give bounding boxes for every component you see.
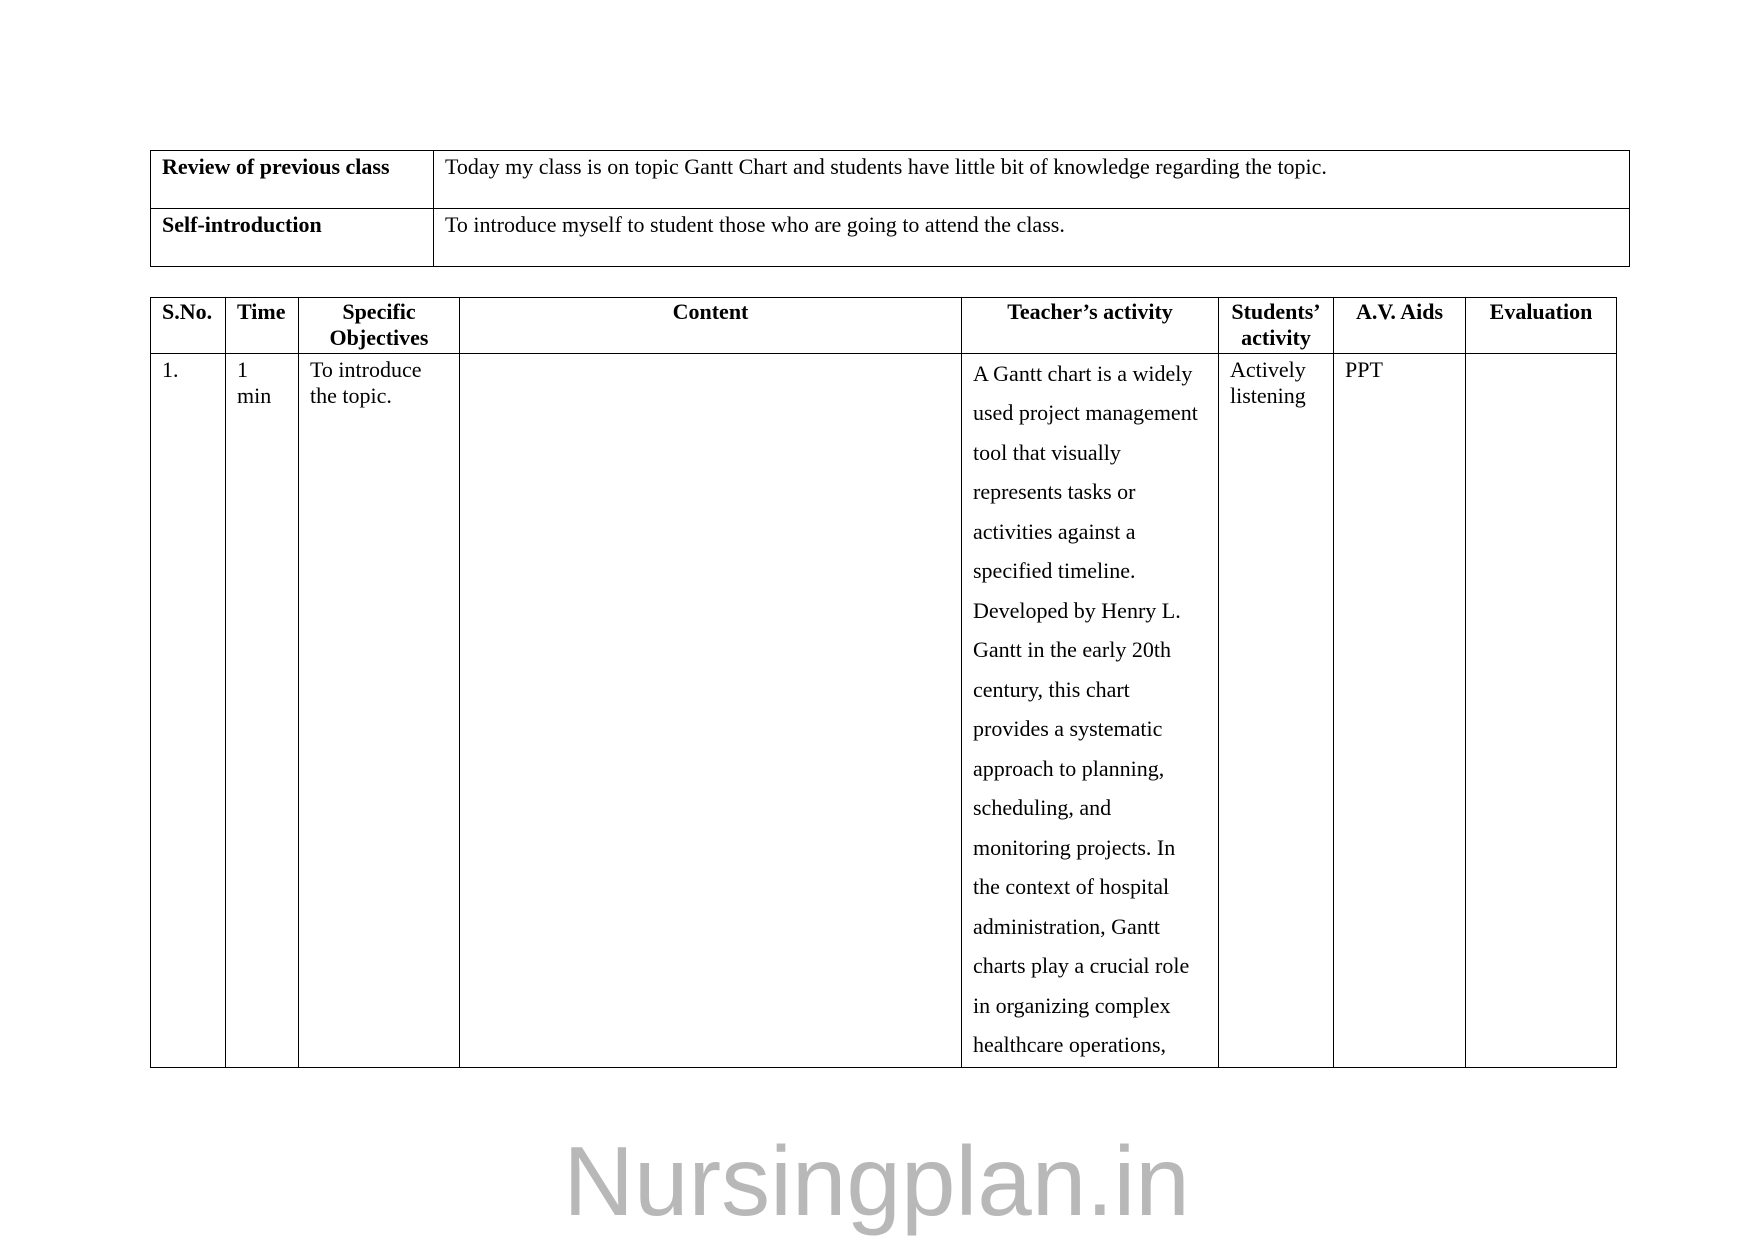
header-teacher-activity: Teacher’s activity bbox=[962, 298, 1219, 354]
cell-teacher-activity bbox=[962, 353, 1219, 1067]
teacher-line: charts play a crucial role bbox=[973, 953, 1190, 979]
cell-content bbox=[460, 353, 962, 1067]
teacher-line: century, this chart bbox=[973, 676, 1130, 702]
teacher-line: represents tasks or bbox=[973, 479, 1136, 505]
header-objectives: Specific Objectives bbox=[299, 298, 460, 354]
self-introduction-label: Self-introduction bbox=[151, 209, 434, 267]
lesson-plan-table bbox=[150, 297, 1617, 1068]
review-text: Today my class is on topic Gantt Chart and students have little bit of knowledge regarding the topic. bbox=[434, 151, 1630, 209]
teacher-line: Developed by Henry L. bbox=[973, 597, 1181, 623]
teacher-line: the context of hospital bbox=[973, 874, 1170, 900]
watermark: Nursingplan.in bbox=[563, 1126, 1190, 1236]
self-introduction-text: To introduce myself to student those who are going to attend the class. bbox=[434, 209, 1630, 267]
header-sno: S.No. bbox=[151, 298, 226, 354]
teacher-line: tool that visually bbox=[973, 439, 1121, 465]
cell-students-activity: Actively listening bbox=[1219, 353, 1334, 1067]
intro-table bbox=[150, 150, 1630, 267]
table-row bbox=[151, 353, 1617, 1067]
cell-evaluation bbox=[1466, 353, 1617, 1067]
header-students-activity: Students’ activity bbox=[1219, 298, 1334, 354]
header-evaluation: Evaluation bbox=[1466, 298, 1617, 354]
teacher-line: used project management bbox=[973, 400, 1198, 426]
teacher-line: provides a systematic bbox=[973, 716, 1163, 742]
cell-sno: 1. bbox=[151, 353, 226, 1067]
cell-objectives: To introduce the topic. bbox=[299, 353, 460, 1067]
cell-av-aids: PPT bbox=[1334, 353, 1466, 1067]
teacher-line: approach to planning, bbox=[973, 755, 1165, 781]
teacher-line: specified timeline. bbox=[973, 558, 1136, 584]
teacher-line: A Gantt chart is a widely bbox=[973, 360, 1193, 386]
teacher-line: administration, Gantt bbox=[973, 913, 1160, 939]
teacher-line: monitoring projects. In bbox=[973, 834, 1176, 860]
review-row bbox=[151, 151, 1630, 209]
header-content: Content bbox=[460, 298, 962, 354]
self-introduction-row bbox=[151, 209, 1630, 267]
header-row bbox=[151, 298, 1617, 354]
teacher-line: Gantt in the early 20th bbox=[973, 637, 1171, 663]
teacher-line: healthcare operations, bbox=[973, 1032, 1167, 1058]
review-label: Review of previous class bbox=[151, 151, 434, 209]
cell-time: 1 min bbox=[226, 353, 299, 1067]
teacher-line: in organizing complex bbox=[973, 992, 1171, 1018]
teacher-line: activities against a bbox=[973, 518, 1136, 544]
header-av-aids: A.V. Aids bbox=[1334, 298, 1466, 354]
header-time: Time bbox=[226, 298, 299, 354]
teacher-line: scheduling, and bbox=[973, 795, 1112, 821]
